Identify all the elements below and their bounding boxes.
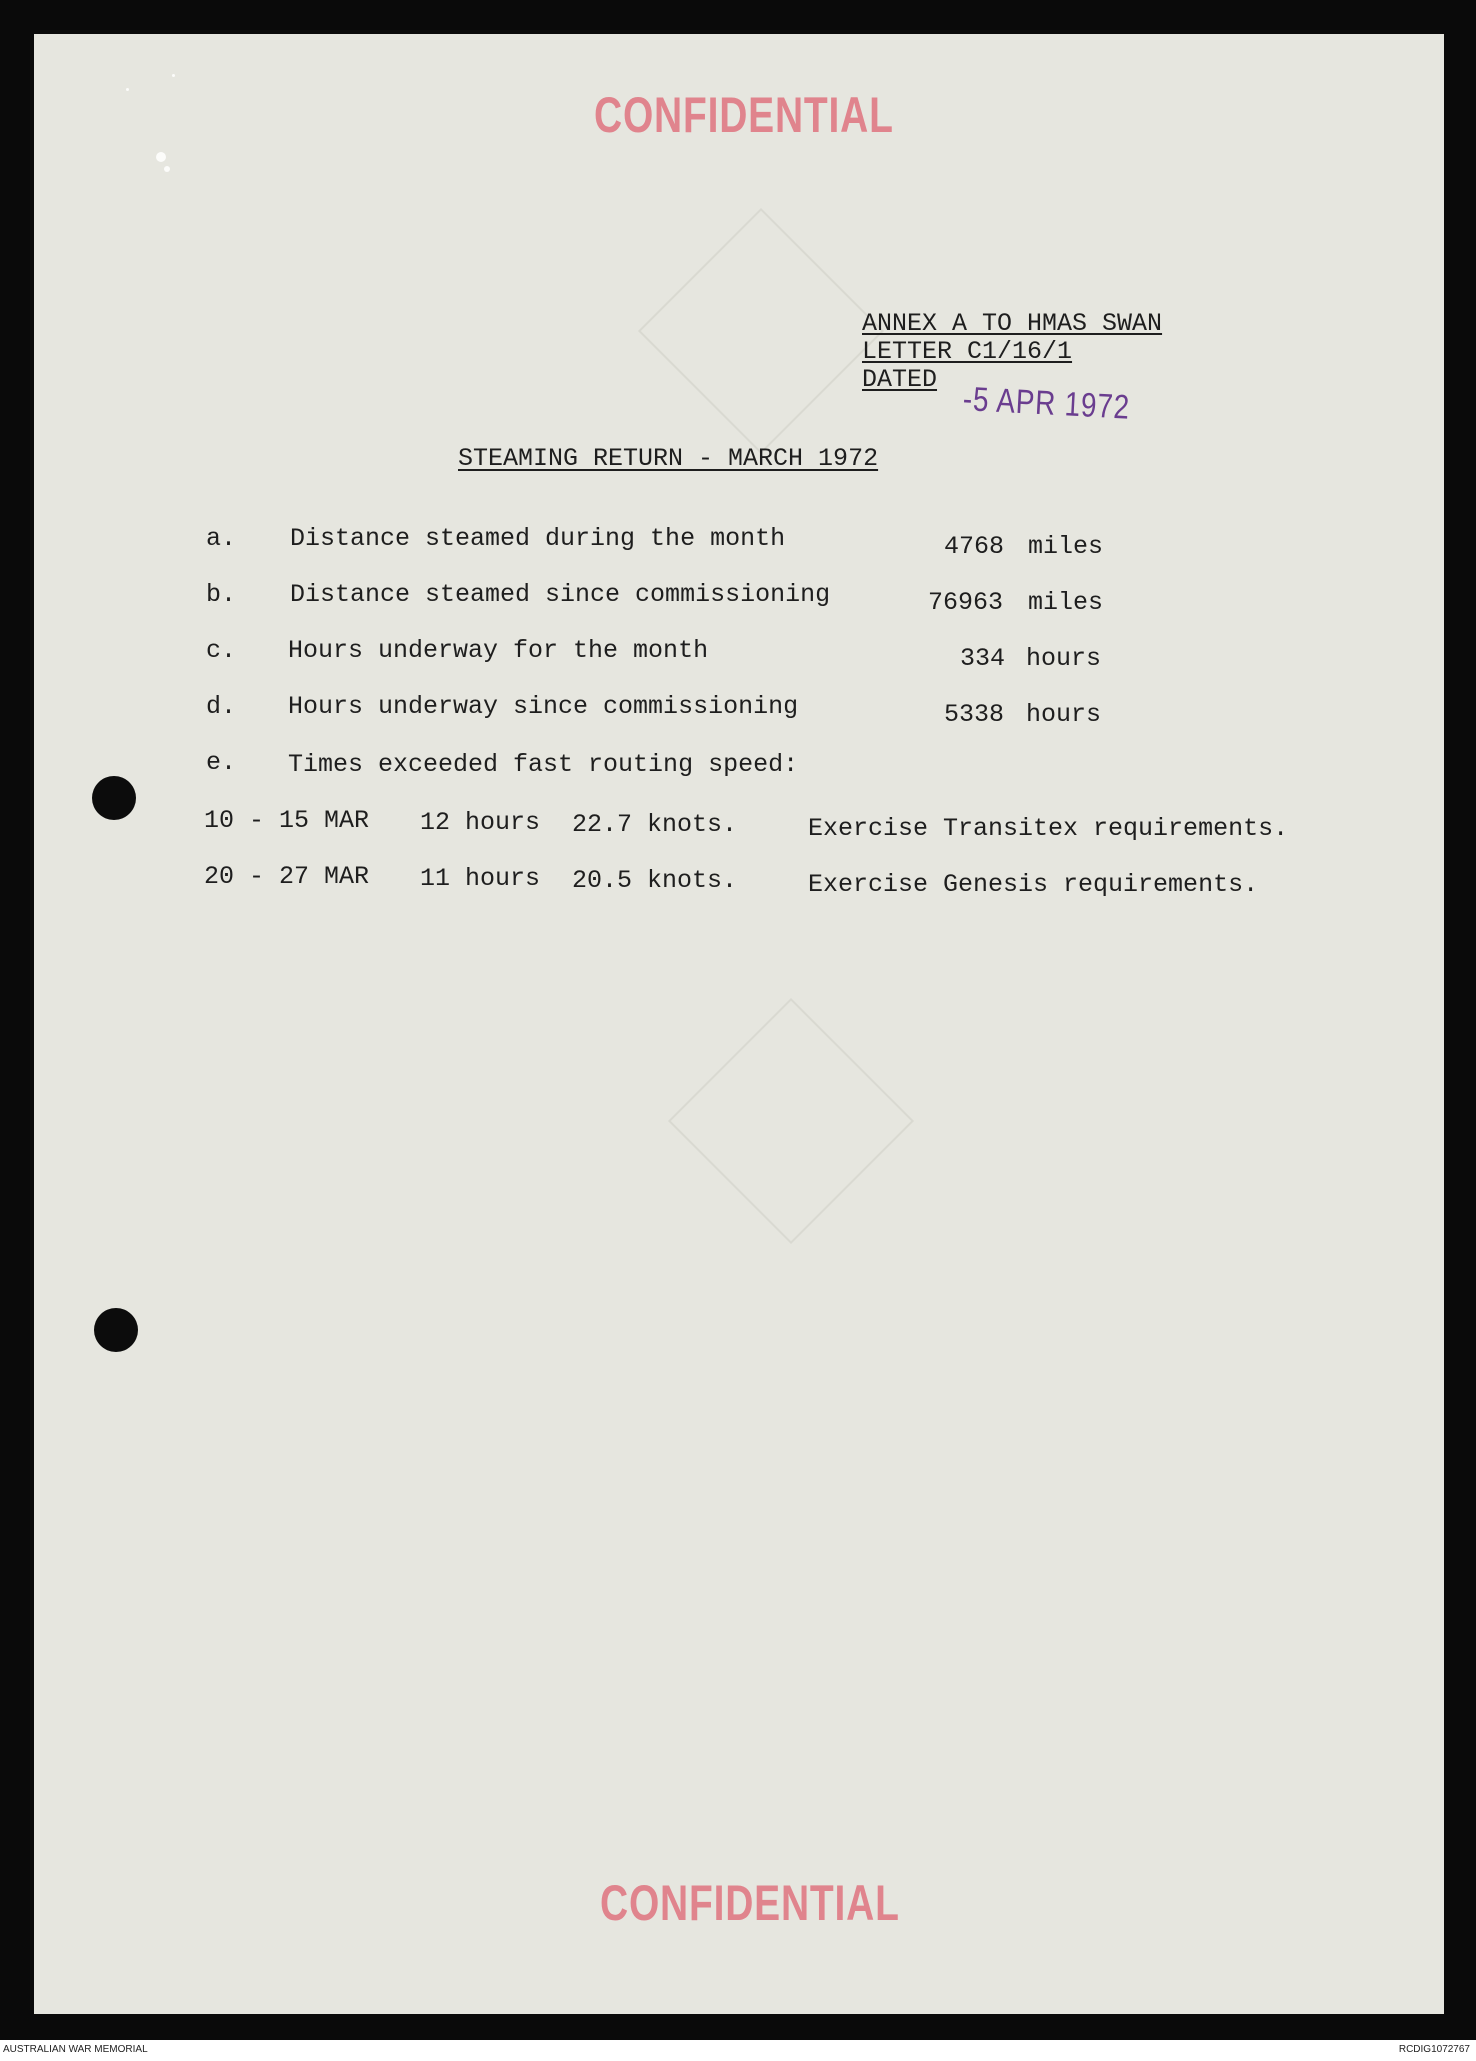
paper-watermark	[668, 998, 914, 1244]
item-unit: miles	[1028, 588, 1104, 617]
item-text: Times exceeded fast routing speed:	[288, 750, 799, 779]
item-letter: c.	[206, 636, 237, 665]
paper-damage-mark	[126, 88, 129, 91]
item-letter: d.	[206, 692, 237, 721]
paper-damage-mark	[172, 74, 175, 77]
annex-line-2: LETTER C1/16/1	[862, 337, 1073, 366]
date-received-stamp: -5 APR 1972	[962, 380, 1131, 427]
item-value: 5338	[944, 700, 1005, 729]
item-letter: b.	[206, 580, 237, 609]
exceedance-reason: Exercise Genesis requirements.	[808, 870, 1259, 899]
item-unit: miles	[1028, 532, 1104, 561]
item-value: 76963	[928, 588, 1004, 617]
confidential-stamp-bottom: CONFIDENTIAL	[600, 1875, 900, 1931]
paper-damage-mark	[156, 152, 166, 162]
item-text: Distance steamed during the month	[290, 524, 786, 553]
item-unit: hours	[1026, 700, 1102, 729]
exceedance-reason: Exercise Transitex requirements.	[808, 814, 1289, 843]
annex-reference	[862, 310, 1162, 394]
item-value: 4768	[944, 532, 1005, 561]
exceedance-duration: 11 hours	[420, 864, 541, 893]
paper-watermark	[638, 208, 884, 454]
exceedance-dates: 10 - 15 MAR	[204, 806, 370, 835]
exceedance-speed: 22.7 knots.	[572, 810, 738, 839]
item-letter: e.	[206, 748, 237, 777]
archive-footer	[0, 2040, 1476, 2061]
exceedance-duration: 12 hours	[420, 808, 541, 837]
exceedance-speed: 20.5 knots.	[572, 866, 738, 895]
document-title: STEAMING RETURN - MARCH 1972	[458, 444, 879, 473]
punch-hole-lower	[94, 1308, 138, 1352]
item-text: Hours underway for the month	[288, 636, 709, 665]
archive-name: AUSTRALIAN WAR MEMORIAL	[3, 2044, 148, 2055]
punch-hole-upper	[92, 776, 136, 820]
paper-damage-mark	[164, 166, 170, 172]
document-page	[34, 34, 1444, 2014]
item-value: 334	[960, 644, 1006, 673]
item-unit: hours	[1026, 644, 1102, 673]
item-text: Distance steamed since commissioning	[290, 580, 831, 609]
item-letter: a.	[206, 524, 237, 553]
annex-line-3: DATED	[862, 365, 938, 394]
item-text: Hours underway since commissioning	[288, 692, 799, 721]
confidential-stamp-top: CONFIDENTIAL	[594, 87, 894, 143]
exceedance-dates: 20 - 27 MAR	[204, 862, 370, 891]
archive-id: RCDIG1072767	[1398, 2044, 1470, 2055]
annex-line-1: ANNEX A TO HMAS SWAN	[862, 309, 1163, 338]
